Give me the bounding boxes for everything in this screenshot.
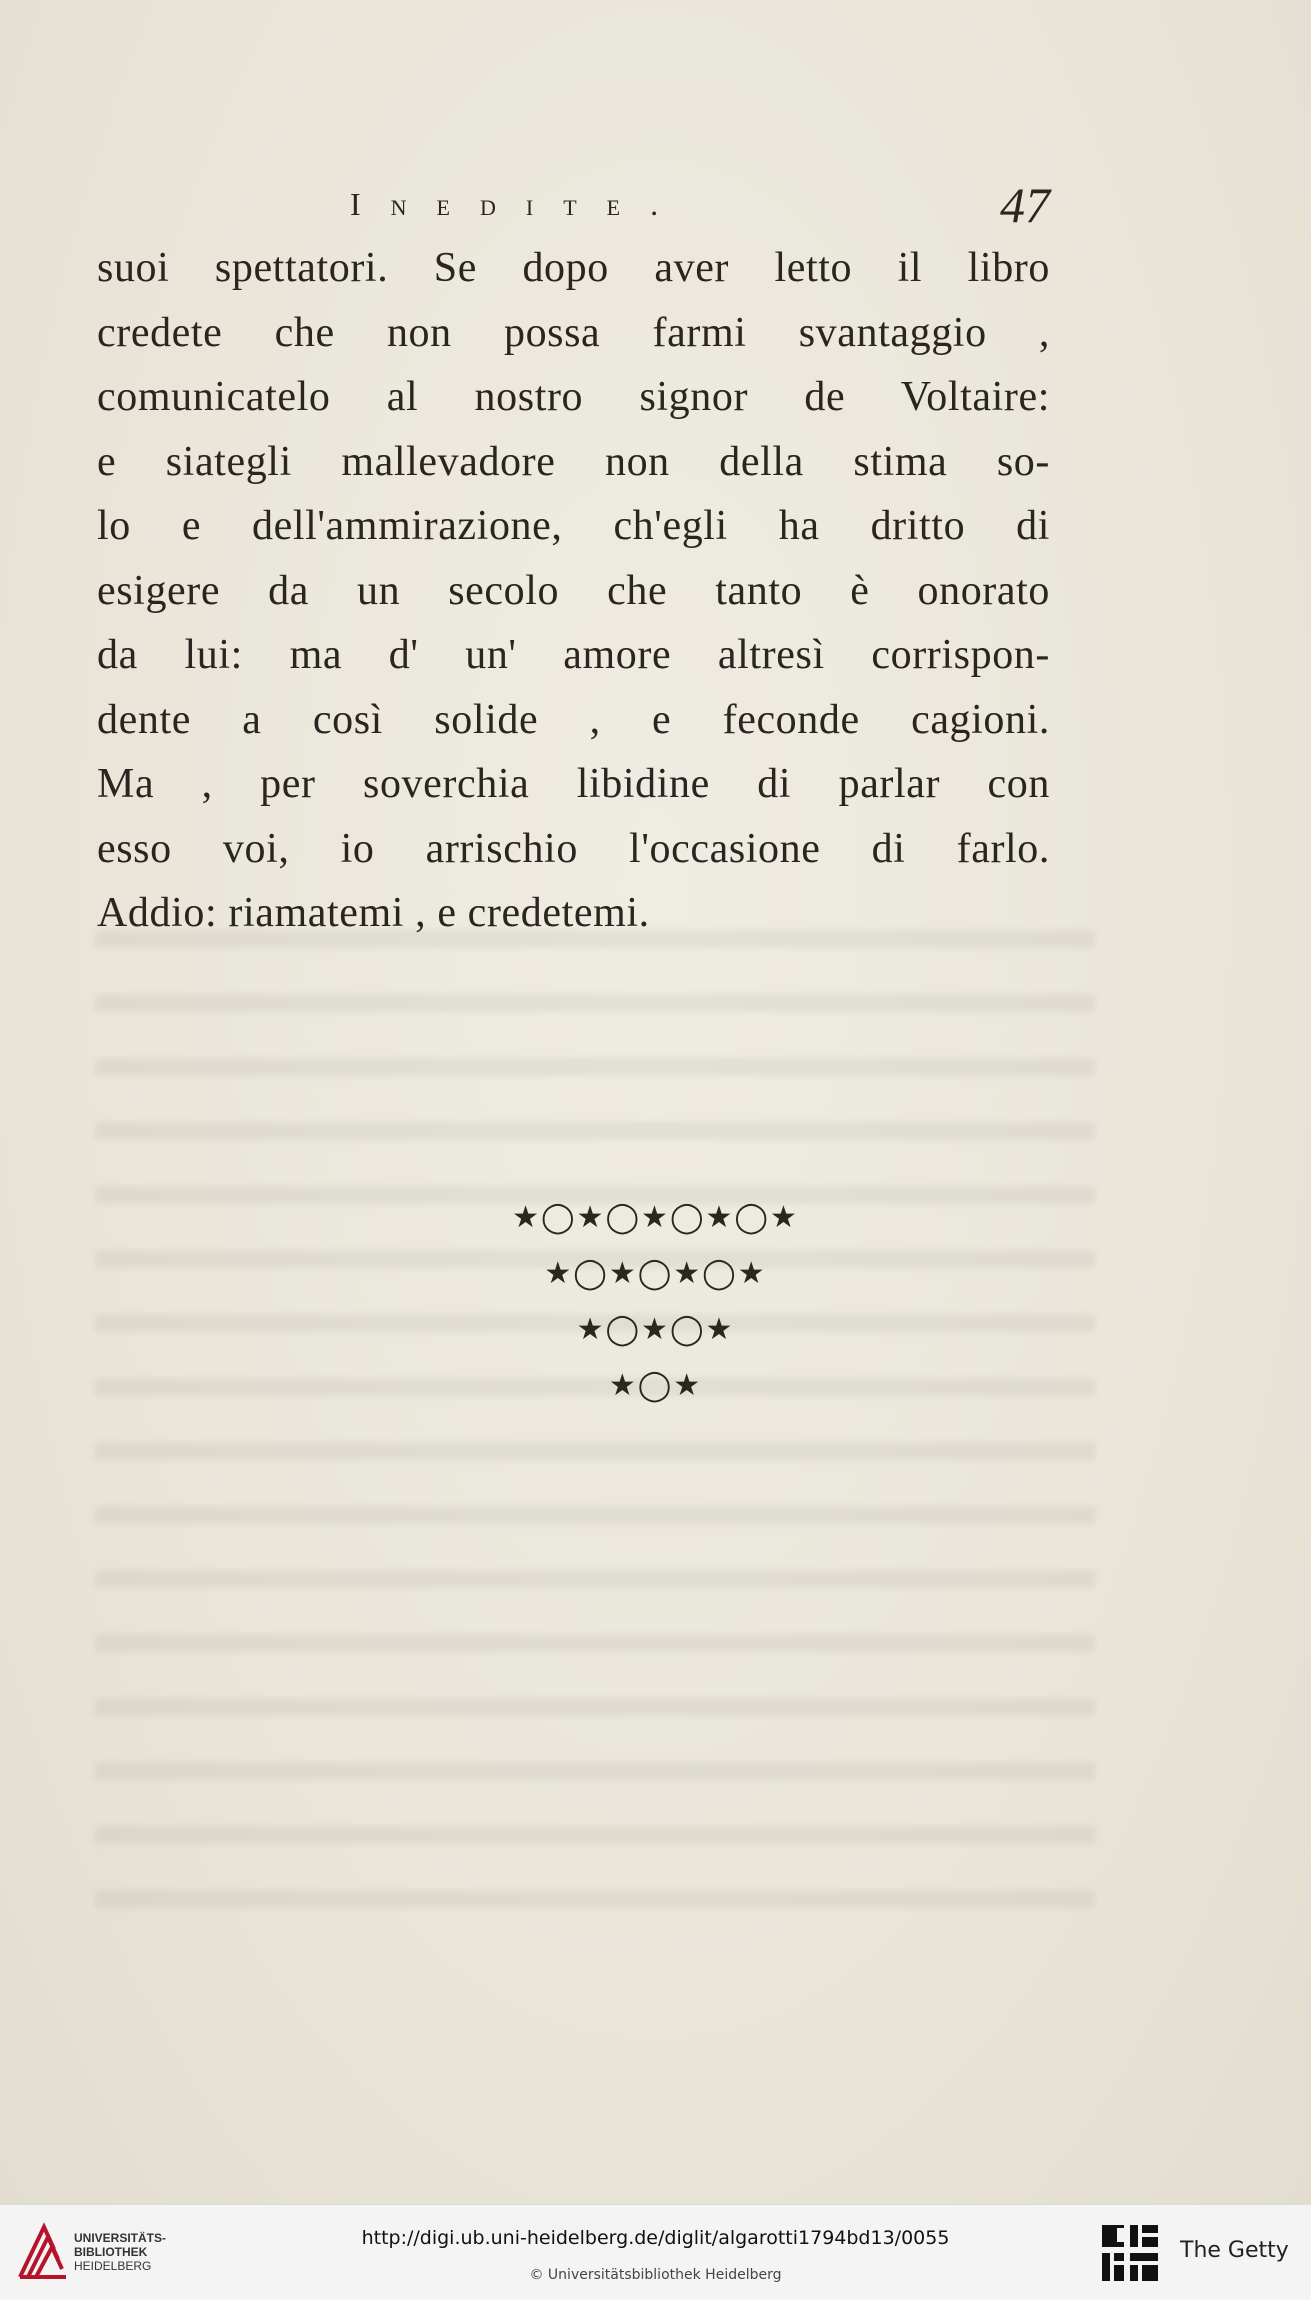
sponsor-name: The Getty xyxy=(1180,2238,1289,2263)
text-line: da lui: ma d' un' amore altresì corrispon- xyxy=(97,632,1050,678)
tailpiece-ornament xyxy=(0,1190,1311,1414)
page-number: 47 xyxy=(1000,177,1050,233)
bleed-through-shadow xyxy=(95,930,1095,1910)
text-line: lo e dell'ammirazione, ch'egli ha dritto di xyxy=(97,503,1050,549)
body-text xyxy=(97,236,1050,946)
getty-logo-icon[interactable] xyxy=(1100,2223,1160,2285)
text-line: Addio: riamatemi , e credetemi. xyxy=(97,890,650,936)
text-line: dente a così solide , e feconde cagioni. xyxy=(97,696,1050,743)
permalink-url[interactable]: http://digi.ub.uni-heidelberg.de/diglit/algarotti1794bd13/0055 xyxy=(361,2227,950,2249)
library-name-line: BIBLIOTHEK xyxy=(74,2245,148,2259)
text-line: suoi spettatori. Se dopo aver letto il libro xyxy=(97,245,1050,291)
ornament-row: ★◯★◯★ xyxy=(576,1312,735,1347)
ornament-row: ★◯★◯★◯★ xyxy=(544,1256,767,1291)
library-name-line: HEIDELBERG xyxy=(74,2259,152,2273)
ornament-row: ★◯★ xyxy=(608,1368,703,1403)
copyright-notice: © Universitätsbibliothek Heidelberg xyxy=(529,2267,782,2283)
ornament-row: ★◯★◯★◯★◯★ xyxy=(512,1200,799,1235)
library-name-line: UNIVERSITÄTS- xyxy=(74,2231,167,2245)
text-line: credete che non possa farmi svantaggio , xyxy=(97,309,1050,356)
text-line: Ma , per soverchia libidine di parlar con xyxy=(97,761,1050,807)
page-header xyxy=(350,176,1050,236)
viewer-footer xyxy=(0,2204,1311,2300)
running-title: Inedite. xyxy=(350,186,689,222)
text-line: e siategli mallevadore non della stima so- xyxy=(97,438,1050,485)
text-line: esigere da un secolo che tanto è onorato xyxy=(97,567,1050,614)
text-line: comunicatelo al nostro signor de Voltaire: xyxy=(97,374,1050,420)
text-line: esso voi, io arrischio l'occasione di farlo. xyxy=(97,825,1050,872)
